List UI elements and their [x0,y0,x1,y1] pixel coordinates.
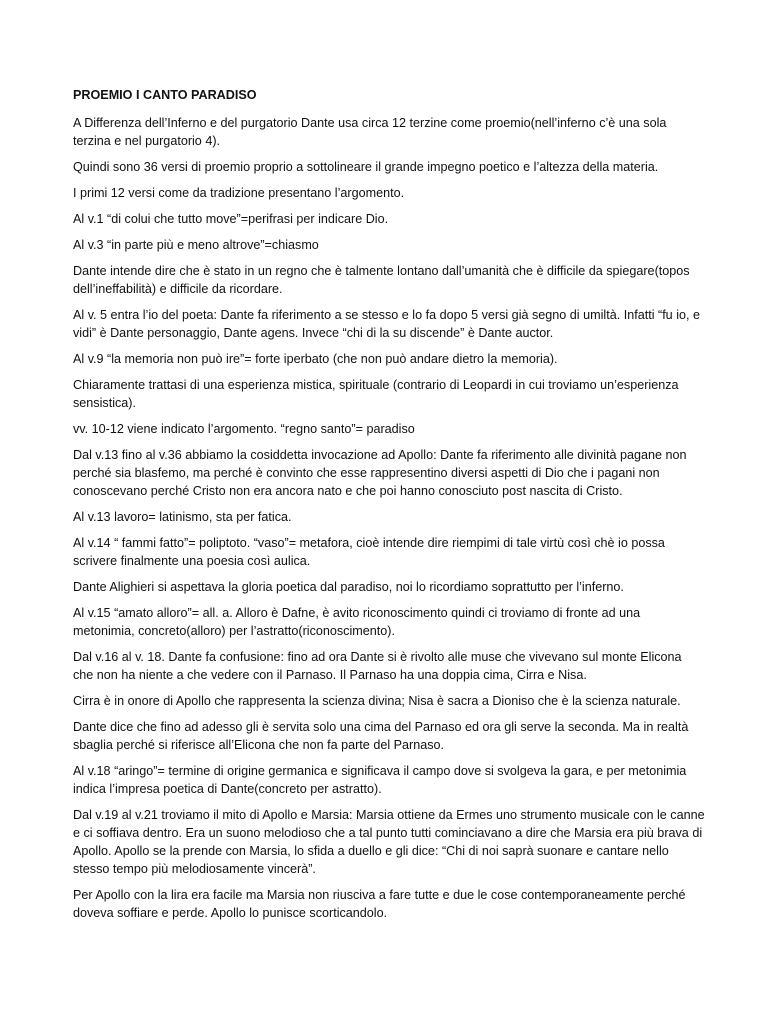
paragraph: Al v.18 “aringo”= termine di origine germanica e significava il campo dove si svolgeva la gara, e per metonimia indica l’impresa poetica di Dante(concreto per astratto). [73,764,687,796]
paragraph: Per Apollo con la lira era facile ma Marsia non riusciva a fare tutte e due le cose contemporaneamente perché doveva soffiare e perde. Apollo lo punisce scorticandolo. [73,888,686,920]
paragraph: Dal v.19 al v.21 troviamo il mito di Apollo e Marsia: Marsia ottiene da Ermes uno strumento musicale con le canne e ci soffiava dentro. Era un suono melodioso che a tal punto tutti cominciavano a dire che Marsia era più brava di Apollo. Apollo se la prende con Marsia, lo sfida a duello e gli dice: “Chi di noi saprà suonare e cantare nello stesso tempo più melodiosamente vincerà”. [73,808,705,876]
paragraph: Chiaramente trattasi di una esperienza mistica, spirituale (contrario di Leopardi in cui troviamo un’esperienza sensistica). [73,378,679,410]
paragraph: Al v.15 “amato alloro”= all. a. Alloro è Dafne, è avito riconoscimento quindi ci troviamo di fronte ad una metonimia, concreto(alloro) per l’astratto(riconoscimento). [73,606,641,638]
paragraph: Dante intende dire che è stato in un regno che è talmente lontano dall’umanità che è difficile da spiegare(topos dell’ineffabilità) e difficile da ricordare. [73,264,690,296]
document-body [73,86,705,930]
paragraph: vv. 10-12 viene indicato l’argomento. “regno santo”= paradiso [73,422,415,436]
paragraph: Dante dice che fino ad adesso gli è servita solo una cima del Parnaso ed ora gli serve la seconda. Ma in realtà sbaglia perché si riferisce all’Elicona che non fa parte del Parnaso. [73,720,689,752]
paragraph: Al v.3 “in parte più e meno altrove”=chiasmo [73,238,319,252]
paragraph: Al v.14 “ fammi fatto”= poliptoto. “vaso”= metafora, cioè intende dire riempimi di tale virtù così chè io possa scrivere finalmente una poesia così aulica. [73,536,665,568]
paragraph: Dal v.13 fino al v.36 abbiamo la cosiddetta invocazione ad Apollo: Dante fa riferimento alle divinità pagane non perché sia blasfemo, ma perché è convinto che esse rappresentino diversi aspetti di Dio che i pagani non conoscevano perché Cristo non era ancora nato e che poi hanno conosciuto post nascita di Cristo. [73,448,687,498]
document-title: PROEMIO I CANTO PARADISO [73,88,257,102]
paragraph: Al v.13 lavoro= latinismo, sta per fatica. [73,510,292,524]
paragraph: A Differenza dell’Inferno e del purgatorio Dante usa circa 12 terzine come proemio(nell’inferno c’è una sola terzina e nel purgatorio 4). [73,116,667,148]
paragraph: Dante Alighieri si aspettava la gloria poetica dal paradiso, noi lo ricordiamo soprattutto per l’inferno. [73,580,624,594]
paragraph: Cirra è in onore di Apollo che rappresenta la scienza divina; Nisa è sacra a Dioniso che è la scienza naturale. [73,694,681,708]
paragraph: I primi 12 versi come da tradizione presentano l’argomento. [73,186,405,200]
paragraph: Quindi sono 36 versi di proemio proprio a sottolineare il grande impegno poetico e l’altezza della materia. [73,160,659,174]
paragraph: Dal v.16 al v. 18. Dante fa confusione: fino ad ora Dante si è rivolto alle muse che vivevano sul monte Elicona che non ha niente a che vedere con il Parnaso. Il Parnaso ha una doppia cima, Cirra e Nisa. [73,650,682,682]
paragraph: Al v.1 “di colui che tutto move”=perifrasi per indicare Dio. [73,212,389,226]
paragraph: Al v.9 “la memoria non può ire”= forte iperbato (che non può andare dietro la memoria). [73,352,558,366]
paragraph: Al v. 5 entra l’io del poeta: Dante fa riferimento a se stesso e lo fa dopo 5 versi già segno di umiltà. Infatti “fu io, e vidi” è Dante personaggio, Dante agens. Invece “chi di la su discende” è Dante auctor. [73,308,700,340]
